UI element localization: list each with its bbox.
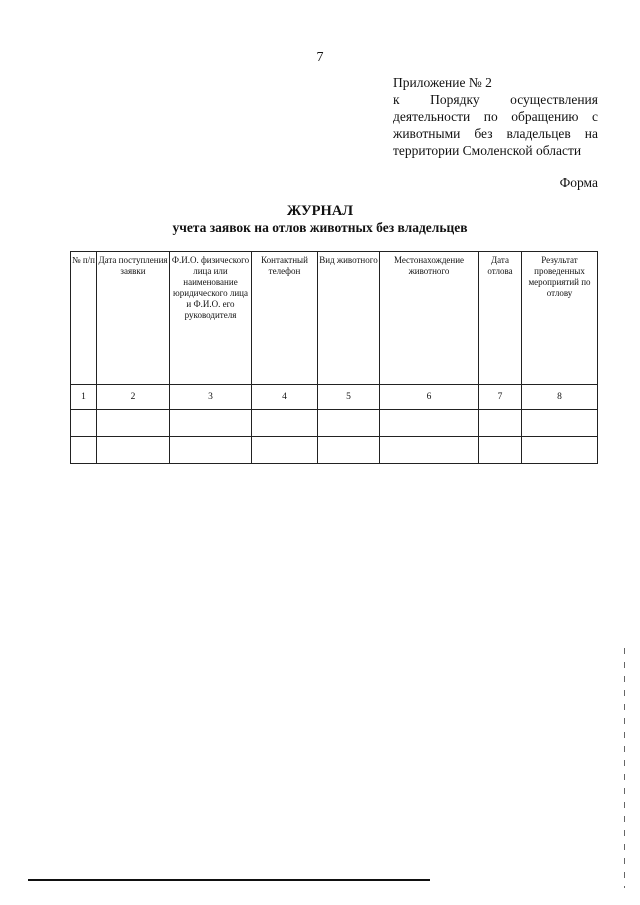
header-cell-applicant: Ф.И.О. физического лица или наименование юридического лица и Ф.И.О. его руководителя [170, 252, 252, 385]
page-number: 7 [316, 50, 324, 65]
empty-cell [170, 410, 252, 437]
column-number: 7 [479, 385, 522, 410]
empty-cell [318, 410, 380, 437]
document-title: ЖУРНАЛ [286, 203, 354, 219]
empty-cell [380, 410, 479, 437]
empty-cell [97, 410, 170, 437]
appendix-block [393, 74, 598, 159]
empty-cell [170, 437, 252, 464]
empty-cell [522, 410, 598, 437]
empty-cell [252, 410, 318, 437]
header-cell-location: Местонахождение животного [380, 252, 479, 385]
column-number: 4 [252, 385, 318, 410]
header-cell-result: Результат проведенных мероприятий по отлову [522, 252, 598, 385]
form-label: Форма [559, 175, 598, 190]
journal-table [70, 251, 598, 464]
document-subtitle: учета заявок на отлов животных без владельцев [172, 220, 468, 235]
empty-cell [318, 437, 380, 464]
appendix-line-3: деятельности по обращению с [393, 109, 598, 124]
empty-cell [71, 410, 97, 437]
column-number: 8 [522, 385, 598, 410]
empty-table-row [71, 410, 598, 437]
column-number: 3 [170, 385, 252, 410]
appendix-line-1: Приложение № 2 [393, 75, 492, 90]
empty-cell [252, 437, 318, 464]
empty-cell [71, 437, 97, 464]
empty-cell [479, 410, 522, 437]
column-number-row [71, 385, 598, 410]
empty-table-row [71, 437, 598, 464]
header-cell-animal-type: Вид животного [318, 252, 380, 385]
column-number: 5 [318, 385, 380, 410]
header-cell-request-date: Дата поступления заявки [97, 252, 170, 385]
appendix-line-4: животными без владельцев на [393, 126, 598, 141]
column-number: 1 [71, 385, 97, 410]
column-number: 2 [97, 385, 170, 410]
scan-artifact-line [624, 648, 625, 888]
appendix-line-2: к Порядку осуществления [393, 92, 598, 107]
table-header-row [71, 252, 598, 385]
empty-cell [380, 437, 479, 464]
column-number: 6 [380, 385, 479, 410]
empty-cell [97, 437, 170, 464]
header-cell-number: № п/п [71, 252, 97, 385]
header-cell-capture-date: Дата отлова [479, 252, 522, 385]
appendix-line-5: территории Смоленской области [393, 143, 582, 158]
bottom-rule-line [28, 879, 430, 881]
header-cell-phone: Контактный телефон [252, 252, 318, 385]
empty-cell [479, 437, 522, 464]
empty-cell [522, 437, 598, 464]
